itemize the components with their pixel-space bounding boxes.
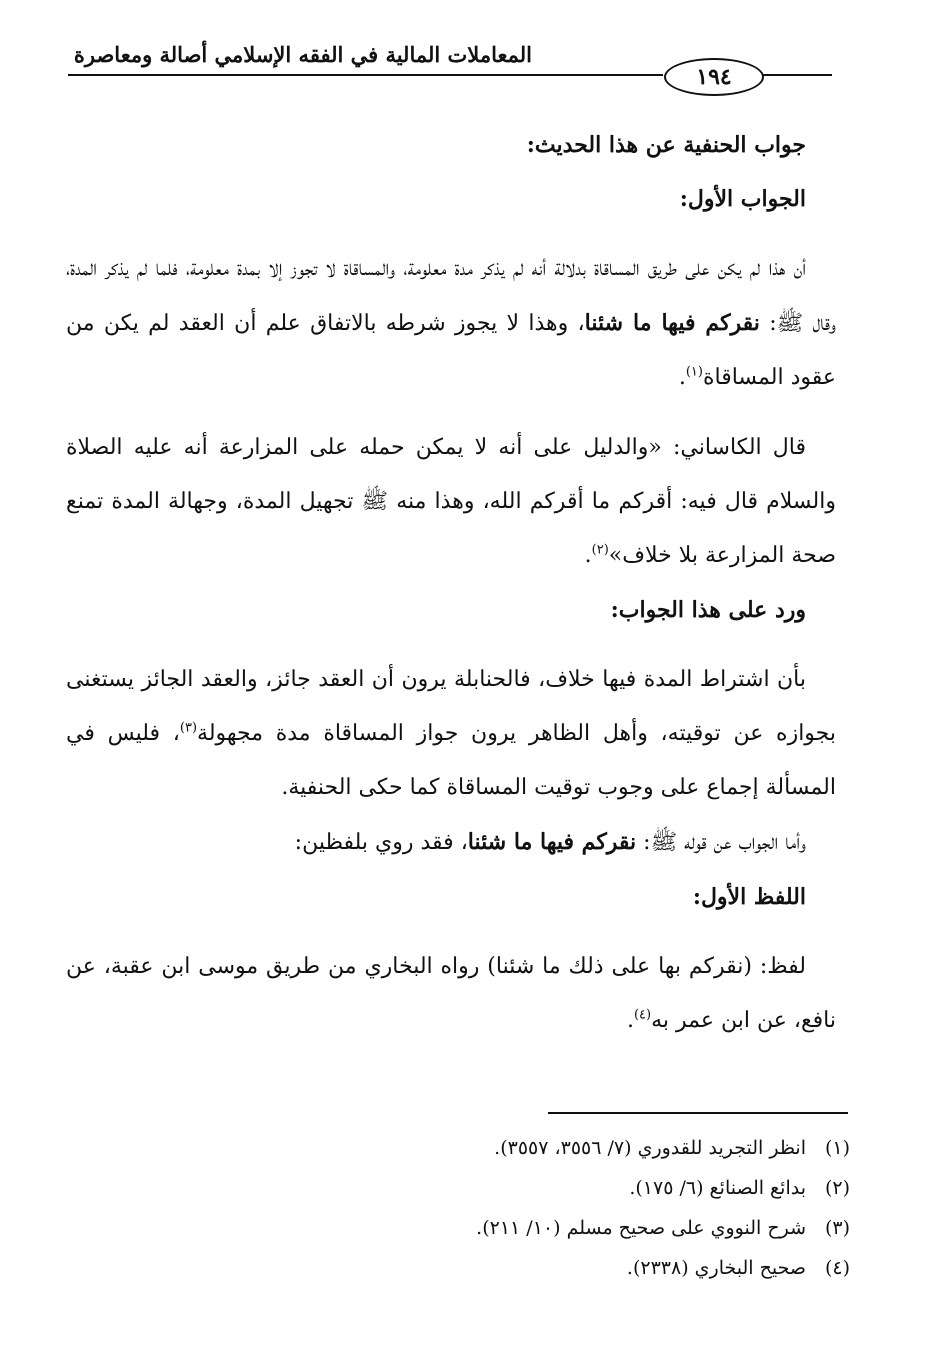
paragraph-5-text: لفظ: (نقركم بها على ذلك ما شئنا) رواه البخاري من طريق موسى ابن عقبة، عن نافع، عن ابن عمر به [66, 954, 836, 1033]
footnote-number: (٢) [824, 1177, 850, 1199]
paragraph-4-text-c: ، فقد روي بلفظين: [294, 830, 468, 855]
footnote-text: صحيح البخاري (٢٣٣٨). [626, 1257, 806, 1279]
footnote-item [70, 1248, 850, 1288]
subheading-first-answer: الجواب الأول: [679, 186, 806, 212]
footnote-number: (١) [824, 1137, 850, 1159]
footnotes [70, 1128, 850, 1288]
footnote-number: (٤) [824, 1257, 850, 1279]
footnote-text: انظر التجريد للقدوري (٧/ ٣٥٥٦، ٣٥٥٧). [494, 1137, 806, 1159]
footnote-number: (٣) [824, 1217, 850, 1239]
paragraph-2-end: . [584, 543, 592, 568]
hadith-quote-2: نقركم فيها ما شئنا [467, 829, 637, 855]
paragraph-4-text-a: وأما الجواب عن قوله ﷺ: [636, 830, 806, 855]
paragraph-5 [66, 940, 836, 1048]
paragraph-4 [66, 815, 836, 870]
footnote-ref-2[interactable]: (٢) [591, 542, 609, 558]
paragraph-2-text: قال الكاساني: «والدليل على أنه لا يمكن حمله على المزارعة أنه عليه الصلاة والسلام قال فيه: أقركم ما أقركم الله، وهذا منه ﷺ تجهيل المدة، وجهالة المدة تمنع صحة المزارعة بلا خلاف» [66, 435, 836, 568]
section-heading: جواب الحنفية عن هذا الحديث: [526, 132, 806, 158]
footnote-text: بدائع الصنائع (٦/ ١٧٥). [629, 1177, 806, 1199]
footnote-ref-3[interactable]: (٣) [179, 720, 198, 736]
footnote-item [70, 1208, 850, 1248]
header-rule-left [68, 74, 663, 76]
footnote-ref-4[interactable]: (٤) [633, 1007, 652, 1023]
header-rule-right [760, 74, 832, 76]
subheading-first-wording: اللفظ الأول: [692, 884, 806, 910]
subheading-rebuttal: ورد على هذا الجواب: [610, 597, 806, 623]
paragraph-3-text-b: ، فليس في المسألة إجماع على وجوب توقيت المساقاة كما حكى الحنفية. [66, 721, 836, 800]
footnote-separator [548, 1112, 848, 1114]
footnote-text: شرح النووي على صحيح مسلم (١٠/ ٢١١). [476, 1217, 806, 1239]
paragraph-1 [66, 242, 836, 405]
paragraph-2 [66, 421, 836, 583]
page-number: ١٩٤ [664, 58, 764, 96]
paragraph-5-end: . [626, 1008, 634, 1033]
main-text [66, 118, 836, 1048]
paragraph-1-text-a: أن هذا لم يكن على طريق المساقاة بدلالة أنه لم يذكر مدة معلومة، والمساقاة لا تجوز إلا بمدة معلومة، فلما لم يذكر المدة، وقال ﷺ: [66, 256, 836, 336]
paragraph-1-end: . [678, 365, 686, 390]
footnote-item [70, 1128, 850, 1168]
footnote-item [70, 1168, 850, 1208]
paragraph-3 [66, 653, 836, 815]
footnote-ref-1[interactable]: (١) [685, 364, 703, 380]
running-title: المعاملات المالية في الفقه الإسلامي أصالة ومعاصرة [73, 42, 532, 67]
paragraph-3-text-a: بأن اشتراط المدة فيها خلاف، فالحنابلة يرون أن العقد جائز، والعقد الجائز يستغنى بجوازه عن توقيته، وأهل الظاهر يرون جواز المساقاة مدة مجهولة [66, 667, 836, 746]
paragraph-1-text-c: ، وهذا لا يجوز شرطه بالاتفاق علم أن العقد لم يكن من عقود المساقاة [66, 311, 836, 390]
hadith-quote: نقركم فيها ما شئنا [584, 310, 760, 336]
